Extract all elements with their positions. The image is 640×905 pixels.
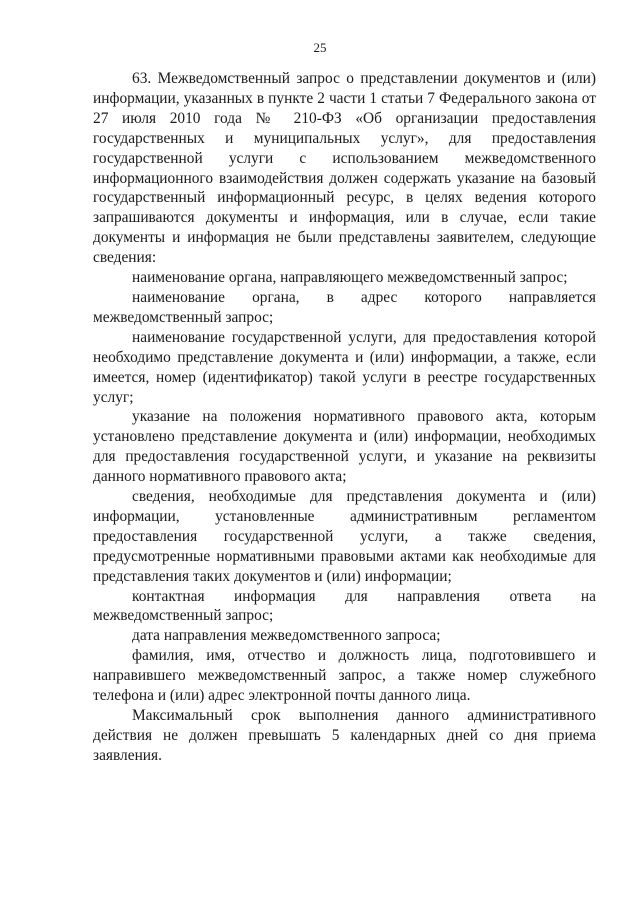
list-item: наименование государственной услуги, для предоставления которой необходимо представление документа и (или) информации, а также, если имеется, номер (идентификатор) такой услуги в реестре государственных услуг; xyxy=(93,328,596,406)
list-item: наименование органа, направляющего межведомственный запрос; xyxy=(132,269,568,287)
list-item: сведения, необходимые для представления документа и (или) информации, установленные административным регламентом предоставления государственной услуги, а также сведения, предусмотренные нормативными правовыми актами как необходимые для представления таких документов и (или) информации; xyxy=(93,488,596,585)
page-number: 25 xyxy=(313,40,327,55)
list-item: контактная информация для направления ответа на межведомственный запрос; xyxy=(93,587,596,625)
list-item: фамилия, имя, отчество и должность лица, подготовившего и направившего межведомственный запрос, а также номер служебного телефона и (или) адрес электронной почты данного лица. xyxy=(93,647,596,705)
list-item: дата направления межведомственного запроса; xyxy=(132,627,441,645)
paragraph-63: 63. Межведомственный запрос о представлении документов и (или) информации, указанных в пункте 2 части 1 статьи 7 Федерального закона от 27 июля 2010 года № 210-ФЗ «Об организации предоставления государственных и муниципальных услуг», для предоставления государственной услуги с использованием межведомственного информационного взаимодействия должен содержать указание на базовый государственный информационный ресурс, в целях ведения которого запрашиваются документы и информация, или в случае, если такие документы и информация не были представлены заявителем, следующие сведения: xyxy=(93,70,596,267)
list-item: наименование органа, в адрес которого направляется межведомственный запрос; xyxy=(93,288,596,326)
document-body xyxy=(93,69,596,766)
list-item: указание на положения нормативного правового акта, которым установлено представление документа и (или) информации, необходимых для предоставления государственной услуги, и указание на реквизиты данного нормативного правового акта; xyxy=(93,408,596,486)
deadline-paragraph: Максимальный срок выполнения данного административного действия не должен превышать 5 календарных дней со дня приема заявления. xyxy=(93,707,596,764)
